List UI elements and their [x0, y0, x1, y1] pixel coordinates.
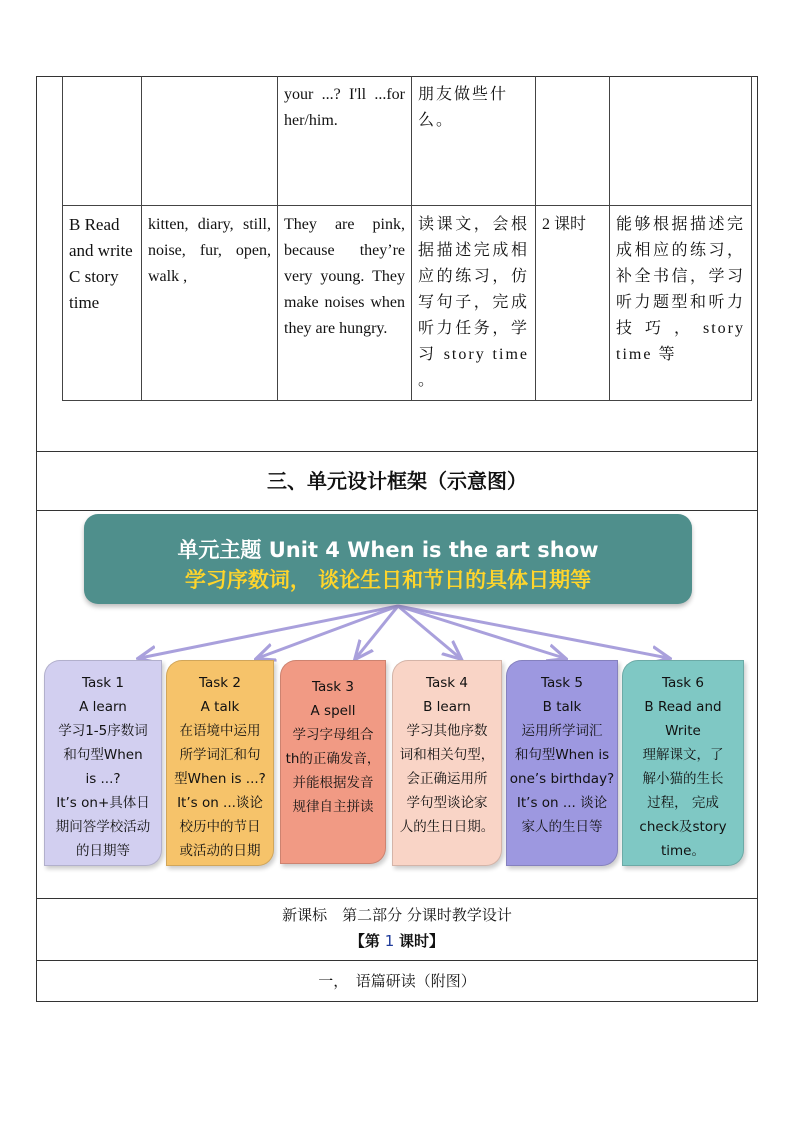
table-cell: 读课文，会根据描述完成相应的练习，仿写句子，完成听力任务，学习 story time 。: [412, 206, 536, 401]
part-title: 新课标 第二部分 分课时教学设计: [282, 906, 512, 924]
task-card-4: [392, 660, 502, 866]
table-cell: 朋友做些什么。: [412, 76, 536, 206]
table-cell: [142, 76, 278, 206]
unit-theme-banner: [84, 514, 692, 604]
lesson-bracket-right: 课时】: [399, 932, 445, 950]
table-cell: 2 课时: [536, 206, 610, 401]
section-title: 三、单元设计框架（示意图）: [267, 469, 527, 493]
table-cell: [536, 76, 610, 206]
task-card-1: [44, 660, 162, 866]
task-card-text: Task 6 B Read and Write 理解课文，了 解小猫的生长 过程， 完成 check及story time。: [639, 675, 727, 859]
task-card-text: Task 1 A learn 学习1-5序数词 和句型When is ...? It’s on+具体日 期问答学校活动 的日期等: [55, 675, 151, 859]
task-card-text: Task 5 B talk 运用所学词汇 和句型When is one’s birthday? It’s on ... 谈论 家人的生日等: [509, 675, 615, 835]
unit-theme-title: 单元主题 Unit 4 When is the art show: [177, 538, 599, 562]
table-cell: [610, 76, 752, 206]
unit-theme-subtitle: 学习序数词， 谈论生日和节日的具体日期等: [184, 568, 592, 592]
table-cell: your ...? I'll ...for her/him.: [278, 76, 412, 206]
lesson-design-header: [36, 898, 758, 960]
table-cell: They are pink, because they’re very young. They make noises when they are hungry.: [278, 206, 412, 401]
task-card-5: [506, 660, 618, 866]
lesson-table: [62, 76, 752, 401]
table-row: [63, 76, 752, 206]
task-card-text: Task 2 A talk 在语境中运用 所学词汇和句 型When is ...? It’s on ...谈论 校历中的节日 或活动的日期: [174, 675, 266, 859]
task-card-text: Task 3 A spell 学习字母组合 th的正确发音， 并能根据发音 规律自主拼读: [285, 679, 381, 815]
table-cell: kitten, diary, still, noise, fur, open, walk ,: [142, 206, 278, 401]
lesson-bracket-left: 【第: [349, 932, 380, 950]
task-card-text: Task 4 B learn 学习其他序数 词和相关句型， 会正确运用所 学句型谈论家 人的生日日期。: [399, 675, 495, 835]
lesson-number: [36, 930, 758, 951]
lesson-number-value: 1: [384, 932, 395, 950]
task-card-2: [166, 660, 274, 866]
unit-framework-diagram: [36, 510, 758, 898]
table-row: [63, 206, 752, 401]
text-analysis-heading: 一， 语篇研读（附图）: [318, 972, 476, 990]
task-card-3: [280, 660, 386, 864]
table-cell: B Read and write C story time: [63, 206, 142, 401]
table-cell: [63, 76, 142, 206]
task-card-6: [622, 660, 744, 866]
table-cell: 能够根据描述完成相应的练习，补全书信，学习听力题型和听力技巧，story time 等: [610, 206, 752, 401]
